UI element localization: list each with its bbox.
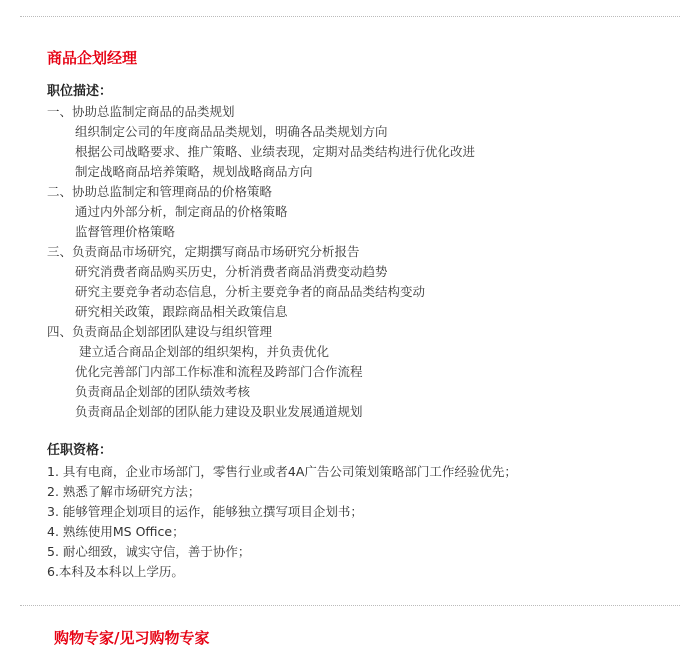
qualifications-heading: 任职资格： — [47, 443, 113, 458]
top-divider — [20, 16, 680, 17]
description-section-heading: 一、协助总监制定商品的品类规划 — [47, 104, 235, 119]
qualification-item: 3. 能够管理企划项目的运作，能够独立撰写项目企划书； — [47, 504, 363, 519]
description-item: 优化完善部门内部工作标准和流程及跨部门合作流程 — [75, 364, 363, 379]
description-section-heading: 二、协助总监制定和管理商品的价格策略 — [47, 184, 273, 199]
next-job-title[interactable]: 购物专家/见习购物专家 — [54, 629, 210, 647]
qualification-item: 5. 耐心细致，诚实守信，善于协作； — [47, 544, 251, 559]
description-item: 负责商品企划部的团队能力建设及职业发展通道规划 — [75, 404, 363, 419]
description-heading: 职位描述： — [47, 84, 113, 99]
description-item: 根据公司战略要求、推广策略、业绩表现，定期对品类结构进行优化改进 — [75, 144, 476, 159]
description-item: 研究主要竞争者动态信息，分析主要竞争者的商品品类结构变动 — [75, 284, 426, 299]
description-list — [47, 102, 475, 422]
bottom-divider — [20, 605, 680, 606]
description-item: 研究相关政策，跟踪商品相关政策信息 — [75, 304, 288, 319]
qualification-item: 4. 熟练使用MS Office； — [47, 524, 185, 539]
description-item: 制定战略商品培养策略，规划战略商品方向 — [75, 164, 313, 179]
description-item: 负责商品企划部的团队绩效考核 — [75, 384, 251, 399]
description-section-heading: 三、负责商品市场研究，定期撰写商品市场研究分析报告 — [47, 244, 360, 259]
description-item: 监督管理价格策略 — [75, 224, 176, 239]
qualification-item: 1. 具有电商，企业市场部门，零售行业或者4A广告公司策划策略部门工作经验优先； — [47, 464, 517, 479]
qualification-item: 2. 熟悉了解市场研究方法； — [47, 484, 201, 499]
description-item: 建立适合商品企划部的组织架构，并负责优化 — [79, 344, 330, 359]
description-item: 组织制定公司的年度商品品类规划，明确各品类规划方向 — [75, 124, 388, 139]
description-item: 通过内外部分析，制定商品的价格策略 — [75, 204, 288, 219]
description-section-heading: 四、负责商品企划部团队建设与组织管理 — [47, 324, 273, 339]
job-title[interactable]: 商品企划经理 — [47, 49, 138, 67]
qualifications-list — [47, 462, 517, 582]
description-item: 研究消费者商品购买历史，分析消费者商品消费变动趋势 — [75, 264, 388, 279]
qualification-item: 6.本科及本科以上学历。 — [47, 564, 184, 579]
